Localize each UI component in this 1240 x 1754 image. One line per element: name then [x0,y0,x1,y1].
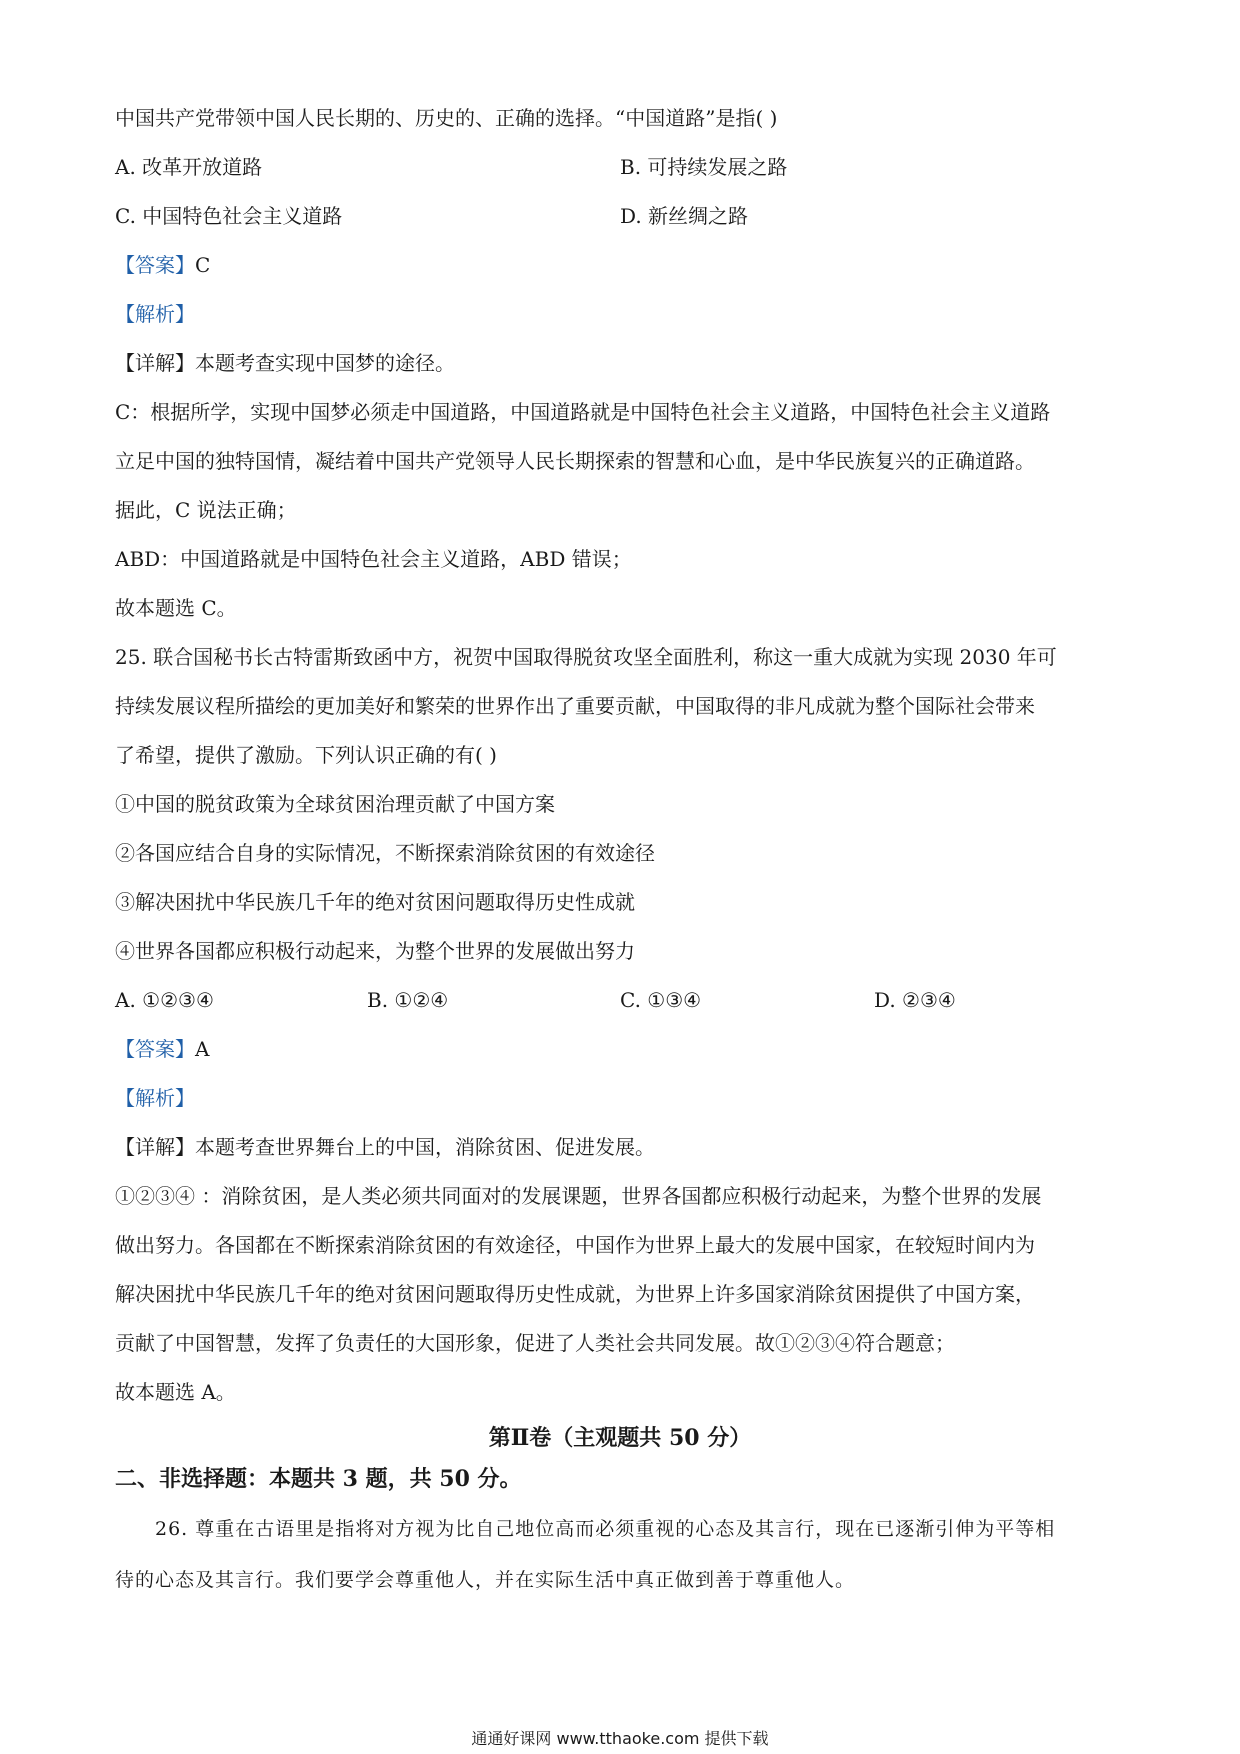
q25-explanation-line: 做出努力。各国都在不断探索消除贫困的有效途径，中国作为世界上最大的发展中国家，在较短时间内为 [115,1233,1035,1257]
q24-analysis-tag [115,300,195,328]
q25-stem-line: 了希望，提供了激励。下列认识正确的有( ) [115,743,497,767]
q24-explanation-line: 故本题选 C。 [115,596,237,620]
page-footer: 通通好课网 www.tthaoke.com 提供下载 [471,1729,769,1748]
detail-tag: 【详解】 [115,351,195,375]
q24-option-d: D. 新丝绸之路 [620,204,749,228]
q25-option-a: A. ①②③④ [115,988,214,1012]
q25-statement: ④世界各国都应积极行动起来，为整个世界的发展做出努力 [115,939,635,963]
q25-statement: ③解决困扰中华民族几千年的绝对贫困问题取得历史性成就 [115,890,635,914]
q25-option-c: C. ①③④ [620,988,702,1012]
analysis-tag: 【解析】 [115,302,195,326]
detail-text: 本题考查实现中国梦的途径。 [195,351,455,375]
q25-statement: ①中国的脱贫政策为全球贫困治理贡献了中国方案 [115,792,555,816]
section-heading: 二、非选择题：本题共 3 题，共 50 分。 [115,1466,522,1492]
q25-detail [115,1133,655,1161]
answer-tag: 【答案】 [115,1037,195,1061]
answer-tag: 【答案】 [115,253,195,277]
q24-explanation-line: C：根据所学，实现中国梦必须走中国道路，中国道路就是中国特色社会主义道路，中国特色社会主义道路 [115,400,1051,424]
q24-answer [115,251,210,279]
q25-statement: ②各国应结合自身的实际情况，不断探索消除贫困的有效途径 [115,841,655,865]
q24-explanation-line: 据此，C 说法正确； [115,498,297,522]
q25-stem-line: 持续发展议程所描绘的更加美好和繁荣的世界作出了重要贡献，中国取得的非凡成就为整个国际社会带来 [115,694,1035,718]
q24-explanation-line: 立足中国的独特国情，凝结着中国共产党领导人民长期探索的智慧和心血，是中华民族复兴的正确道路。 [115,449,1035,473]
detail-tag: 【详解】 [115,1135,195,1159]
q24-explanation-line: ABD：中国道路就是中国特色社会主义道路，ABD 错误； [115,547,632,571]
q26-line: 待的心态及其言行。我们要学会尊重他人，并在实际生活中真正做到善于尊重他人。 [115,1569,856,1591]
q25-explanation-line: 解决困扰中华民族几千年的绝对贫困问题取得历史性成就，为世界上许多国家消除贫困提供了中国方案， [115,1282,1035,1306]
q25-stem-line: 25. 联合国秘书长古特雷斯致函中方，祝贺中国取得脱贫攻坚全面胜利，称这一重大成就为实现 2030 年可 [115,645,1057,669]
q25-explanation-line: 故本题选 A。 [115,1380,236,1404]
q24-option-a: A. 改革开放道路 [115,155,263,179]
q25-explanation-line: 贡献了中国智慧，发挥了负责任的大国形象，促进了人类社会共同发展。故①②③④符合题意； [115,1331,955,1355]
q25-option-d: D. ②③④ [874,988,956,1012]
q24-stem-tail: 中国共产党带领中国人民长期的、历史的、正确的选择。“中国道路”是指( ) [115,106,778,130]
q25-explanation-line: ①②③④ ：消除贫困，是人类必须共同面对的发展课题，世界各国都应积极行动起来，为整个世界的发展 [115,1184,1042,1208]
q24-option-c: C. 中国特色社会主义道路 [115,204,343,228]
q24-detail [115,349,455,377]
answer-value: A [195,1037,210,1061]
q25-answer [115,1035,209,1063]
q26-line: 26. 尊重在古语里是指将对方视为比自己地位高而必须重视的心态及其言行，现在已逐渐引伸为平等相 [155,1518,1056,1540]
q24-option-b: B. 可持续发展之路 [620,155,788,179]
analysis-tag: 【解析】 [115,1086,195,1110]
detail-text: 本题考查世界舞台上的中国，消除贫困、促进发展。 [195,1135,655,1159]
q25-option-b: B. ①②④ [367,988,449,1012]
answer-value: C [195,253,211,277]
q25-analysis-tag [115,1084,195,1112]
part2-title: 第Ⅱ卷（主观题共 50 分） [488,1425,752,1451]
